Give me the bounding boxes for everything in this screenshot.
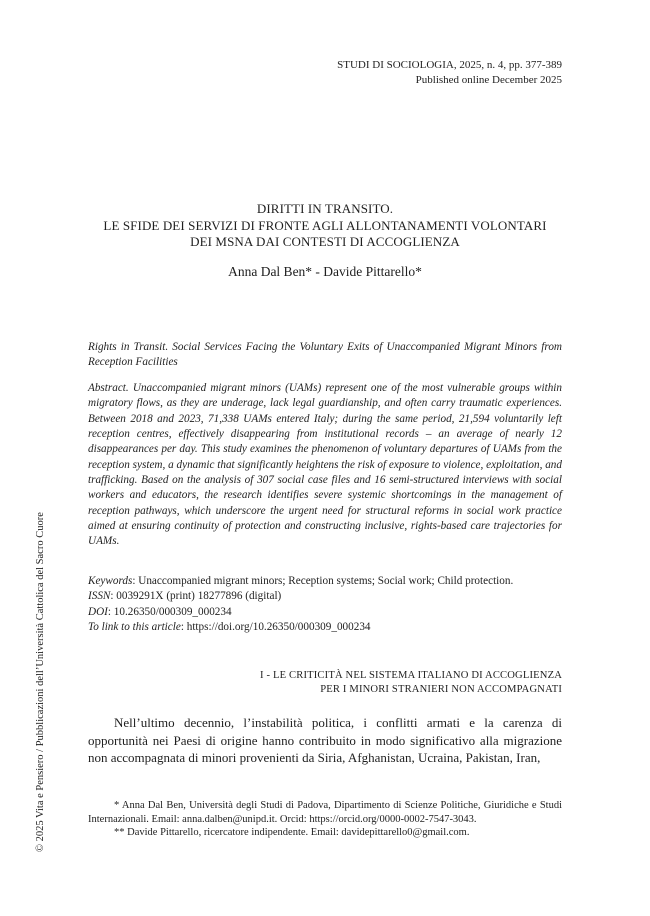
footnotes — [88, 799, 562, 840]
section-heading-line-1: I - LE CRITICITÀ NEL SISTEMA ITALIANO DI ACCOGLIENZA — [260, 670, 562, 681]
doi-line — [88, 605, 562, 620]
doi-label: DOI — [88, 605, 108, 618]
link-label: To link to this article — [88, 620, 181, 633]
footnote-2: ** Davide Pittarello, ricercatore indipendente. Email: davidepittarello0@gmail.com. — [114, 827, 470, 839]
keywords-label: Keywords — [88, 575, 133, 587]
copyright-side-credit: © 2025 Vita e Pensiero / Pubblicazioni dell’Università Cattolica del Sacro Cuore — [35, 512, 46, 852]
section-heading — [260, 669, 562, 697]
link-line — [88, 620, 562, 635]
issn-value: : 0039291X (print) 18277896 (digital) — [110, 590, 282, 603]
footnote-1: * Anna Dal Ben, Università degli Studi di Padova, Dipartimento di Scienze Politiche, Giuridiche e Studi Internazionali. Email: anna.dalben@unipd.it. Orcid: https://orcid.org/0000-0002-7547-3043. — [88, 800, 562, 825]
issn-label: ISSN — [88, 590, 111, 603]
doi-value: : 10.26350/000309_000234 — [107, 605, 232, 618]
title-line-1: DIRITTI IN TRANSITO. — [256, 201, 394, 216]
journal-citation: STUDI DI SOCIOLOGIA, 2025, n. 4, pp. 377-389 — [337, 59, 562, 71]
keywords-line — [88, 574, 562, 589]
article-link[interactable]: : https://doi.org/10.26350/000309_000234 — [180, 620, 371, 633]
published-date: Published online December 2025 — [415, 74, 562, 86]
article-meta — [88, 574, 562, 635]
issn-line — [88, 589, 562, 604]
title-line-3: DEI MSNA DAI CONTESTI DI ACCOGLIENZA — [190, 234, 460, 249]
english-title: Rights in Transit. Social Services Facing the Voluntary Exits of Unaccompanied Migrant Minors from Reception Facilities — [88, 341, 562, 369]
section-heading-line-2: PER I MINORI STRANIERI NON ACCOMPAGNATI — [320, 684, 562, 695]
authors: Anna Dal Ben* - Davide Pittarello* — [228, 264, 422, 279]
abstract: Abstract. Unaccompanied migrant minors (UAMs) represent one of the most vulnerable groups within migratory flows, as they are underage, lack legal guardianship, and often carry traumatic experiences. Between 2018 and 2023, 71,338 UAMs entered Italy; during the same period, 21,594 voluntarily left reception centres, effectively disappearing from institutional records – an average of nearly 12 disappearances per day. This study examines the phenomenon of voluntary departures of UAMs from the reception system, a dynamic that significantly heightens the risk of exposure to violence, exploitation, and trafficking. Based on the analysis of 307 social case files and 16 semi-structured interviews with social workers and educators, the research identifies severe systemic shortcomings in the management of reception pathways, which underscore the urgent need for structural reforms in social work practice aimed at ensuring continuity of protection and constructing inclusive, rights-based care trajectories for UAMs. — [88, 382, 562, 548]
article-title — [88, 201, 562, 251]
body-paragraph: Nell’ultimo decennio, l’instabilità politica, i conflitti armati e la carenza di opportunità nei Paesi di origine hanno contribuito in modo significativo alla migrazione non accompagnata di minori provenienti da Siria, Afghanistan, Ucraina, Pakistan, Iran, — [88, 715, 562, 766]
keywords-value: : Unaccompanied migrant minors; Reception systems; Social work; Child protection. — [132, 575, 514, 587]
title-line-2: LE SFIDE DEI SERVIZI DI FRONTE AGLI ALLONTANAMENTI VOLONTARI — [103, 217, 547, 233]
